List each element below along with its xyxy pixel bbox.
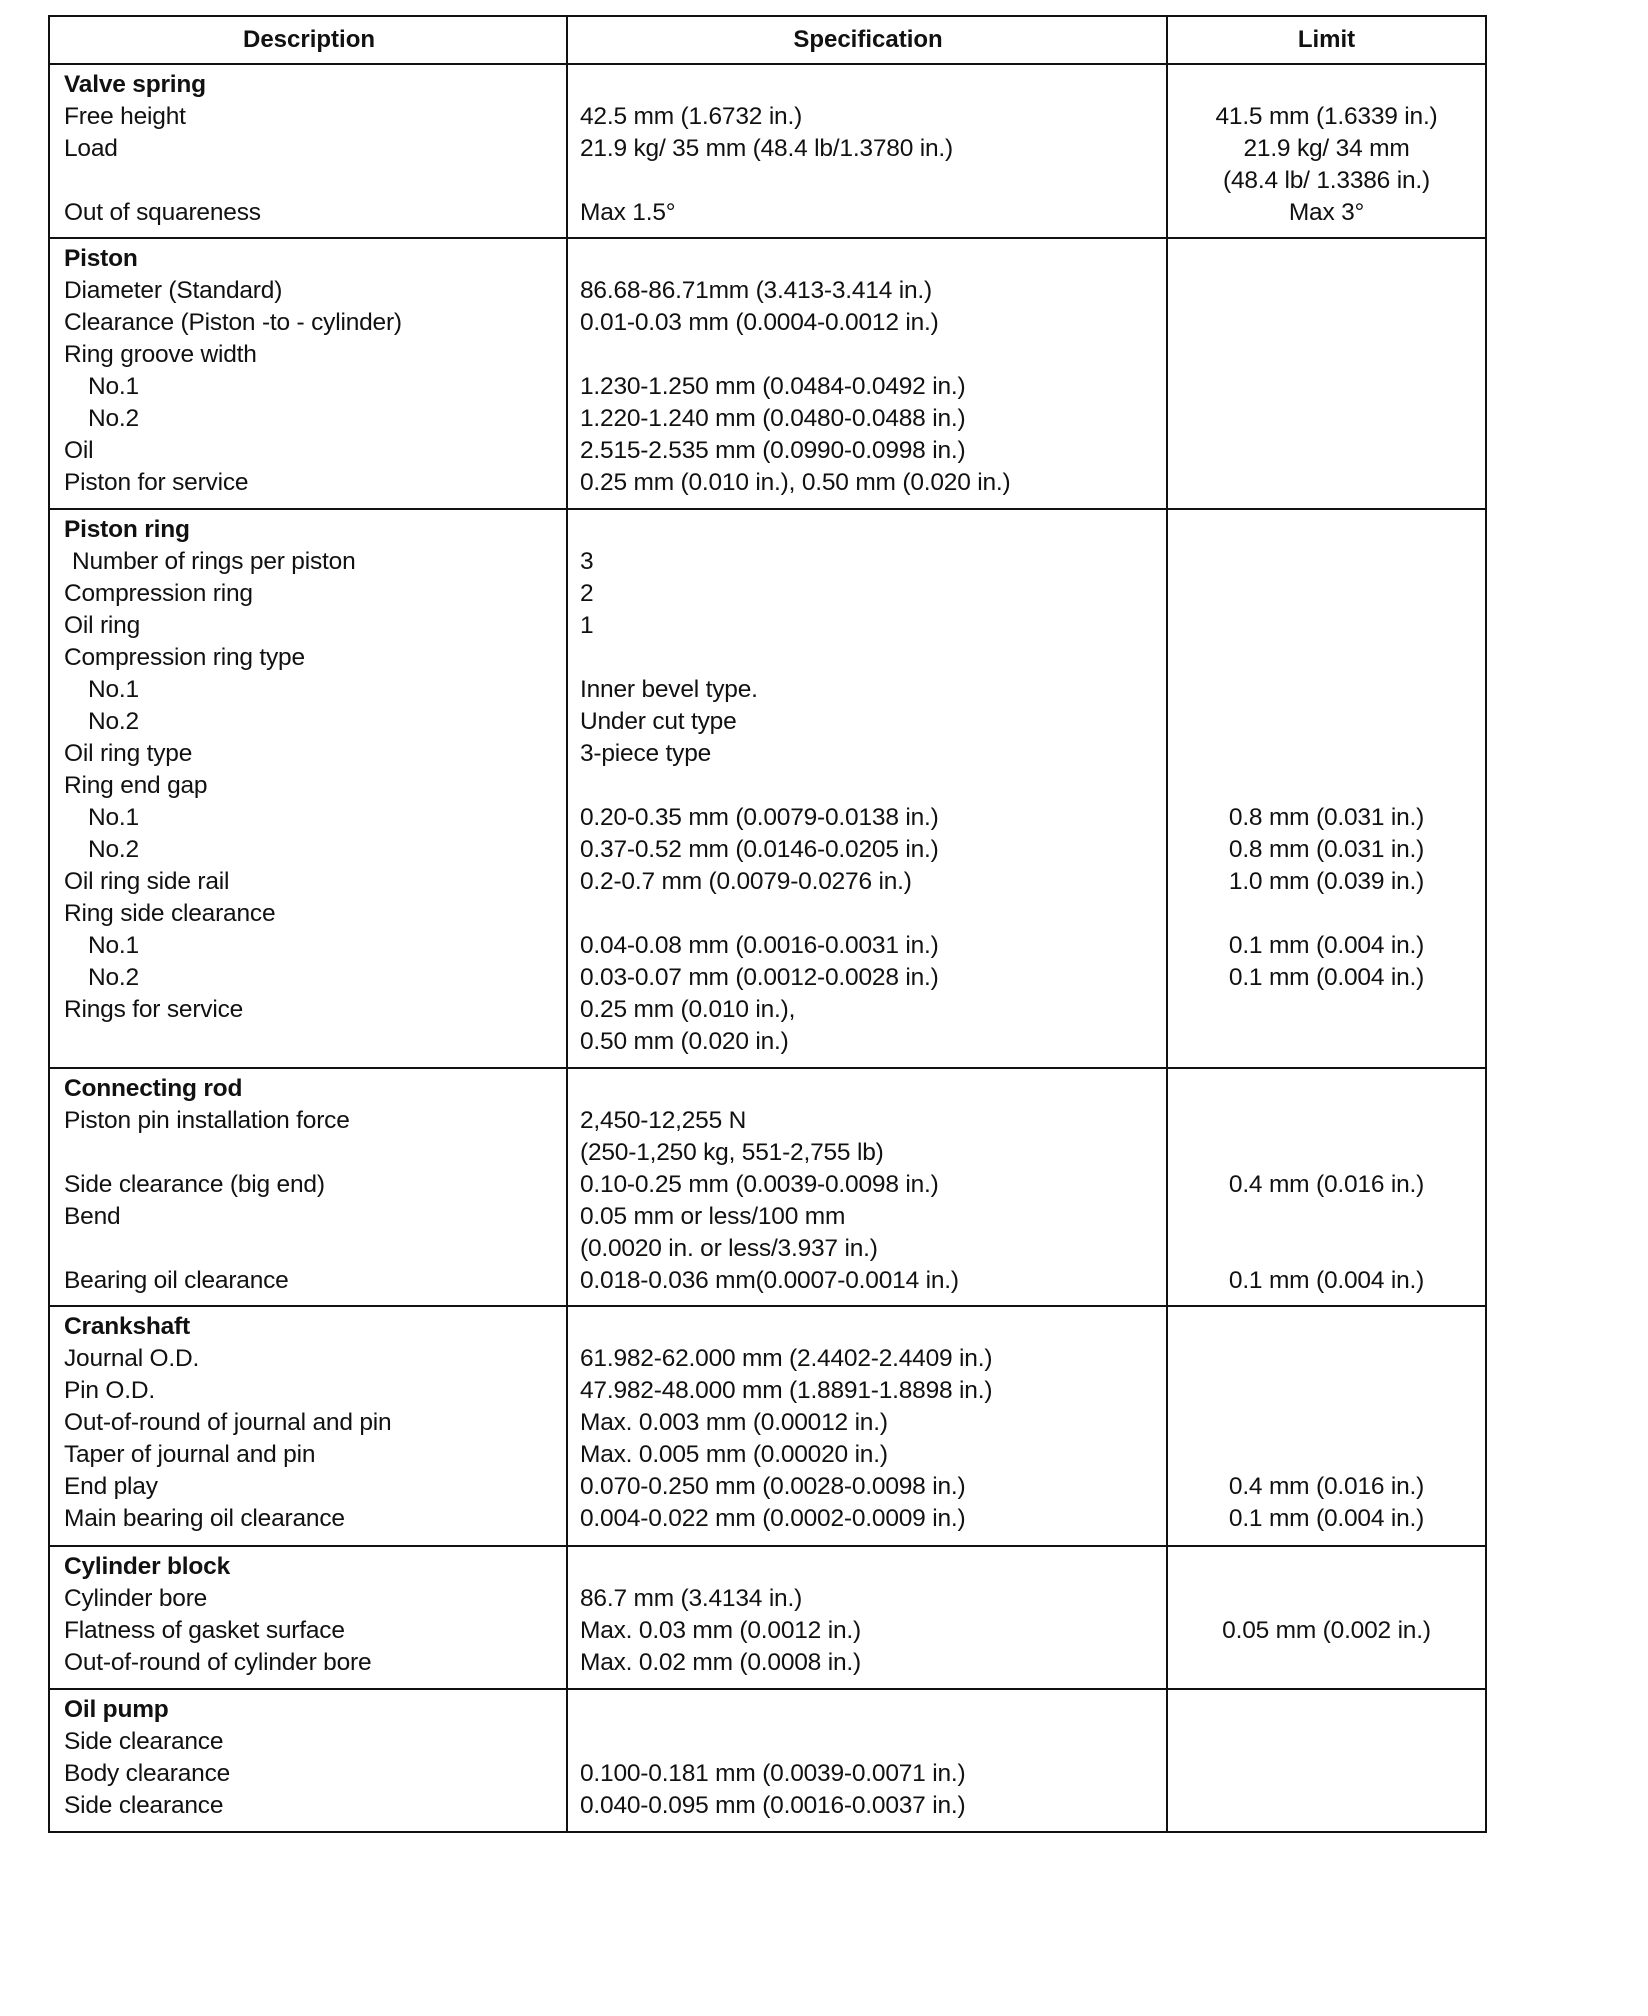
table-row: [50, 1137, 1485, 1169]
limit-cell: [1168, 1073, 1485, 1105]
limit-cell: [1168, 642, 1485, 674]
limit-cell: [1168, 514, 1485, 546]
table-row: [50, 1726, 1485, 1758]
table-row: [50, 1503, 1485, 1535]
limit-cell: 0.1 mm (0.004 in.): [1228, 1267, 1425, 1294]
limit-cell: [1168, 1201, 1485, 1233]
table-row: [50, 610, 1485, 642]
table-row: [50, 738, 1485, 770]
limit-cell: [1168, 1583, 1485, 1615]
spec-cell: 0.25 mm (0.010 in.), 0.50 mm (0.020 in.): [580, 469, 1011, 496]
spec-cell: [568, 1311, 1168, 1343]
limit-cell: [1168, 371, 1485, 403]
limit-cell: [1168, 339, 1485, 371]
limit-cell: [1168, 1375, 1485, 1407]
description-cell: Ring end gap: [64, 772, 208, 799]
table-row: [50, 1583, 1485, 1615]
spec-cell: 21.9 kg/ 35 mm (48.4 lb/1.3780 in.): [580, 135, 953, 162]
table-row: [50, 674, 1485, 706]
table-row: [50, 1343, 1485, 1375]
limit-cell: [1168, 307, 1485, 339]
section-title: Piston: [64, 245, 138, 272]
description-cell: No.2: [88, 836, 139, 863]
table-row: [50, 1201, 1485, 1233]
section-title: Crankshaft: [64, 1313, 190, 1340]
limit-cell: [1168, 674, 1485, 706]
table-row: [50, 930, 1485, 962]
section-title-row: [50, 514, 1485, 546]
spec-cell: Max. 0.03 mm (0.0012 in.): [580, 1617, 861, 1644]
spec-cell: 47.982-48.000 mm (1.8891-1.8898 in.): [580, 1377, 993, 1404]
spec-cell: [568, 770, 1168, 802]
spec-cell: 86.7 mm (3.4134 in.): [580, 1585, 803, 1612]
spec-table: [48, 15, 1487, 1833]
header-limit: Limit: [1297, 26, 1356, 53]
section-title-row: [50, 1551, 1485, 1583]
section-connecting-rod: [50, 1069, 1485, 1307]
limit-cell: [1168, 435, 1485, 467]
limit-cell: [1168, 706, 1485, 738]
table-row: [50, 578, 1485, 610]
limit-cell: 0.4 mm (0.016 in.): [1228, 1171, 1425, 1198]
description-cell: Oil ring type: [64, 740, 193, 767]
limit-cell: [1168, 1105, 1485, 1137]
header-description: Description: [242, 26, 376, 53]
limit-cell: [1168, 546, 1485, 578]
limit-cell: [1168, 1233, 1485, 1265]
limit-cell: [1168, 1439, 1485, 1471]
spec-cell: [568, 642, 1168, 674]
description-cell: Ring groove width: [64, 341, 257, 368]
limit-cell: [1168, 1137, 1485, 1169]
table-row: [50, 706, 1485, 738]
column-divider: [566, 17, 568, 1831]
description-cell: Load: [64, 135, 118, 162]
section-title-row: [50, 1311, 1485, 1343]
limit-cell: [1168, 1647, 1485, 1679]
description-cell: Side clearance: [64, 1792, 224, 1819]
spec-cell: 3-piece type: [580, 740, 712, 767]
table-row: [50, 898, 1485, 930]
spec-cell: [568, 1726, 1168, 1758]
description-cell: Out-of-round of cylinder bore: [64, 1649, 372, 1676]
table-row: [50, 546, 1485, 578]
section-title-row: [50, 1694, 1485, 1726]
description-cell: Out of squareness: [64, 199, 261, 226]
table-row: [50, 339, 1485, 371]
spec-cell: 2.515-2.535 mm (0.0990-0.0998 in.): [580, 437, 966, 464]
limit-cell: [1168, 578, 1485, 610]
limit-cell: 21.9 kg/ 34 mm: [1243, 135, 1410, 162]
limit-cell: Max 3°: [1288, 199, 1365, 226]
limit-cell: 0.1 mm (0.004 in.): [1228, 964, 1425, 991]
spec-cell: Inner bevel type.: [580, 676, 758, 703]
limit-cell: [1168, 898, 1485, 930]
section-title-row: [50, 1073, 1485, 1105]
spec-cell: 0.50 mm (0.020 in.): [580, 1028, 789, 1055]
table-row: [50, 403, 1485, 435]
spec-cell: 0.070-0.250 mm (0.0028-0.0098 in.): [580, 1473, 966, 1500]
limit-cell: 41.5 mm (1.6339 in.): [1215, 103, 1438, 130]
description-cell: Rings for service: [64, 996, 244, 1023]
section-piston-ring: [50, 510, 1485, 1069]
description-cell: Oil ring: [64, 612, 141, 639]
table-row: [50, 371, 1485, 403]
limit-cell: [1168, 610, 1485, 642]
table-row: [50, 1233, 1485, 1265]
limit-cell: 0.4 mm (0.016 in.): [1228, 1473, 1425, 1500]
header-specification: Specification: [793, 26, 943, 53]
description-cell: Piston pin installation force: [64, 1107, 350, 1134]
spec-cell: 0.2-0.7 mm (0.0079-0.0276 in.): [580, 868, 912, 895]
table-row: [50, 101, 1485, 133]
description-cell: Cylinder bore: [64, 1585, 208, 1612]
limit-cell: [1168, 770, 1485, 802]
limit-cell: [1168, 1343, 1485, 1375]
spec-cell: 0.04-0.08 mm (0.0016-0.0031 in.): [580, 932, 939, 959]
limit-cell: 0.8 mm (0.031 in.): [1228, 836, 1425, 863]
description-cell: [50, 1137, 568, 1169]
table-row: [50, 1439, 1485, 1471]
limit-cell: [1168, 994, 1485, 1026]
section-title: Valve spring: [64, 71, 206, 98]
spec-cell: 0.37-0.52 mm (0.0146-0.0205 in.): [580, 836, 939, 863]
limit-cell: [1168, 1551, 1485, 1583]
limit-cell: [1168, 275, 1485, 307]
section-piston: [50, 239, 1485, 510]
description-cell: [50, 1026, 568, 1058]
spec-cell: Max. 0.02 mm (0.0008 in.): [580, 1649, 861, 1676]
description-cell: Ring side clearance: [64, 900, 276, 927]
spec-cell: Max. 0.003 mm (0.00012 in.): [580, 1409, 888, 1436]
spec-cell: [568, 243, 1168, 275]
table-row: [50, 1169, 1485, 1201]
spec-cell: 0.20-0.35 mm (0.0079-0.0138 in.): [580, 804, 939, 831]
limit-cell: [1168, 1726, 1485, 1758]
spec-cell: 0.10-0.25 mm (0.0039-0.0098 in.): [580, 1171, 939, 1198]
table-header: [50, 17, 1485, 65]
table-row: [50, 1407, 1485, 1439]
limit-cell: [1168, 1407, 1485, 1439]
description-cell: Bend: [64, 1203, 121, 1230]
spec-cell: Max 1.5°: [580, 199, 676, 226]
description-cell: No.2: [88, 708, 139, 735]
spec-cell: 2,450-12,255 N: [580, 1107, 747, 1134]
table-row: [50, 1105, 1485, 1137]
spec-cell: 0.03-0.07 mm (0.0012-0.0028 in.): [580, 964, 939, 991]
table-row: [50, 435, 1485, 467]
spec-cell: 0.040-0.095 mm (0.0016-0.0037 in.): [580, 1792, 966, 1819]
spec-cell: 0.100-0.181 mm (0.0039-0.0071 in.): [580, 1760, 966, 1787]
spec-cell: 1.230-1.250 mm (0.0484-0.0492 in.): [580, 373, 966, 400]
spec-cell: [568, 898, 1168, 930]
description-cell: [50, 165, 568, 197]
description-cell: Compression ring type: [64, 644, 305, 671]
limit-cell: 0.05 mm (0.002 in.): [1222, 1617, 1431, 1644]
table-row: [50, 165, 1485, 197]
table-row: [50, 994, 1485, 1026]
table-row: [50, 1647, 1485, 1679]
table-row: [50, 1790, 1485, 1822]
limit-cell: [1168, 1694, 1485, 1726]
description-cell: No.2: [88, 405, 139, 432]
description-cell: Oil: [64, 437, 94, 464]
table-body: [50, 65, 1485, 1831]
description-cell: No.1: [88, 804, 139, 831]
spec-cell: 1.220-1.240 mm (0.0480-0.0488 in.): [580, 405, 966, 432]
description-cell: Diameter (Standard): [64, 277, 283, 304]
section-title: Cylinder block: [64, 1553, 231, 1580]
limit-cell: 0.8 mm (0.031 in.): [1228, 804, 1425, 831]
limit-cell: [1168, 69, 1485, 101]
spec-cell: 0.05 mm or less/100 mm: [580, 1203, 846, 1230]
table-row: [50, 834, 1485, 866]
spec-cell: 86.68-86.71mm (3.413-3.414 in.): [580, 277, 932, 304]
section-cylinder-block: [50, 1547, 1485, 1690]
spec-cell: 2: [580, 580, 594, 607]
limit-cell: (48.4 lb/ 1.3386 in.): [1223, 167, 1430, 194]
description-cell: End play: [64, 1473, 158, 1500]
limit-cell: 1.0 mm (0.039 in.): [1228, 868, 1425, 895]
spec-cell: [568, 1694, 1168, 1726]
table-row: [50, 197, 1485, 229]
description-cell: Flatness of gasket surface: [64, 1617, 345, 1644]
table-row: [50, 1026, 1485, 1058]
limit-cell: [1168, 243, 1485, 275]
section-title-row: [50, 69, 1485, 101]
description-cell: Main bearing oil clearance: [64, 1505, 345, 1532]
description-cell: Taper of journal and pin: [64, 1441, 316, 1468]
spec-cell: 0.004-0.022 mm (0.0002-0.0009 in.): [580, 1505, 966, 1532]
limit-cell: [1168, 1311, 1485, 1343]
description-cell: Body clearance: [64, 1760, 231, 1787]
section-title: Oil pump: [64, 1696, 169, 1723]
description-cell: Oil ring side rail: [64, 868, 230, 895]
description-cell: Side clearance: [64, 1728, 224, 1755]
table-row: [50, 467, 1485, 499]
spec-cell: (250-1,250 kg, 551-2,755 lb): [580, 1139, 884, 1166]
column-divider: [1166, 17, 1168, 1831]
limit-cell: 0.1 mm (0.004 in.): [1228, 932, 1425, 959]
limit-cell: [1168, 1026, 1485, 1058]
spec-cell: [568, 339, 1168, 371]
section-valve-spring: [50, 65, 1485, 239]
description-cell: [50, 1233, 568, 1265]
spec-cell: Max. 0.005 mm (0.00020 in.): [580, 1441, 888, 1468]
spec-cell: [568, 1551, 1168, 1583]
description-cell: Piston for service: [64, 469, 249, 496]
spec-cell: (0.0020 in. or less/3.937 in.): [580, 1235, 878, 1262]
spec-cell: [568, 69, 1168, 101]
section-crankshaft: [50, 1307, 1485, 1547]
table-row: [50, 1471, 1485, 1503]
table-row: [50, 133, 1485, 165]
limit-cell: [1168, 467, 1485, 499]
spec-cell: Under cut type: [580, 708, 737, 735]
description-cell: Clearance (Piston -to - cylinder): [64, 309, 402, 336]
limit-cell: [1168, 1758, 1485, 1790]
limit-cell: [1168, 403, 1485, 435]
description-cell: Bearing oil clearance: [64, 1267, 289, 1294]
table-row: [50, 275, 1485, 307]
description-cell: No.1: [88, 373, 139, 400]
table-row: [50, 1615, 1485, 1647]
table-row: [50, 307, 1485, 339]
table-row: [50, 962, 1485, 994]
table-row: [50, 1375, 1485, 1407]
description-cell: Number of rings per piston: [72, 548, 356, 575]
spec-cell: 42.5 mm (1.6732 in.): [580, 103, 803, 130]
spec-cell: [568, 514, 1168, 546]
table-row: [50, 1265, 1485, 1297]
limit-cell: [1168, 1790, 1485, 1822]
spec-cell: 0.01-0.03 mm (0.0004-0.0012 in.): [580, 309, 939, 336]
description-cell: Compression ring: [64, 580, 253, 607]
description-cell: No.2: [88, 964, 139, 991]
limit-cell: [1168, 738, 1485, 770]
description-cell: No.1: [88, 932, 139, 959]
table-row: [50, 642, 1485, 674]
section-title: Connecting rod: [64, 1075, 243, 1102]
description-cell: No.1: [88, 676, 139, 703]
table-row: [50, 866, 1485, 898]
description-cell: Journal O.D.: [64, 1345, 200, 1372]
spec-cell: [568, 1073, 1168, 1105]
table-row: [50, 770, 1485, 802]
section-title: Piston ring: [64, 516, 190, 543]
spec-cell: 0.25 mm (0.010 in.),: [580, 996, 796, 1023]
spec-cell: [568, 165, 1168, 197]
spec-cell: 0.018-0.036 mm(0.0007-0.0014 in.): [580, 1267, 959, 1294]
section-title-row: [50, 243, 1485, 275]
description-cell: Out-of-round of journal and pin: [64, 1409, 392, 1436]
table-row: [50, 802, 1485, 834]
spec-cell: 61.982-62.000 mm (2.4402-2.4409 in.): [580, 1345, 993, 1372]
limit-cell: 0.1 mm (0.004 in.): [1228, 1505, 1425, 1532]
section-oil-pump: [50, 1690, 1485, 1831]
spec-cell: 1: [580, 612, 594, 639]
description-cell: Pin O.D.: [64, 1377, 155, 1404]
spec-cell: 3: [580, 548, 594, 575]
description-cell: Free height: [64, 103, 186, 130]
description-cell: Side clearance (big end): [64, 1171, 325, 1198]
table-row: [50, 1758, 1485, 1790]
